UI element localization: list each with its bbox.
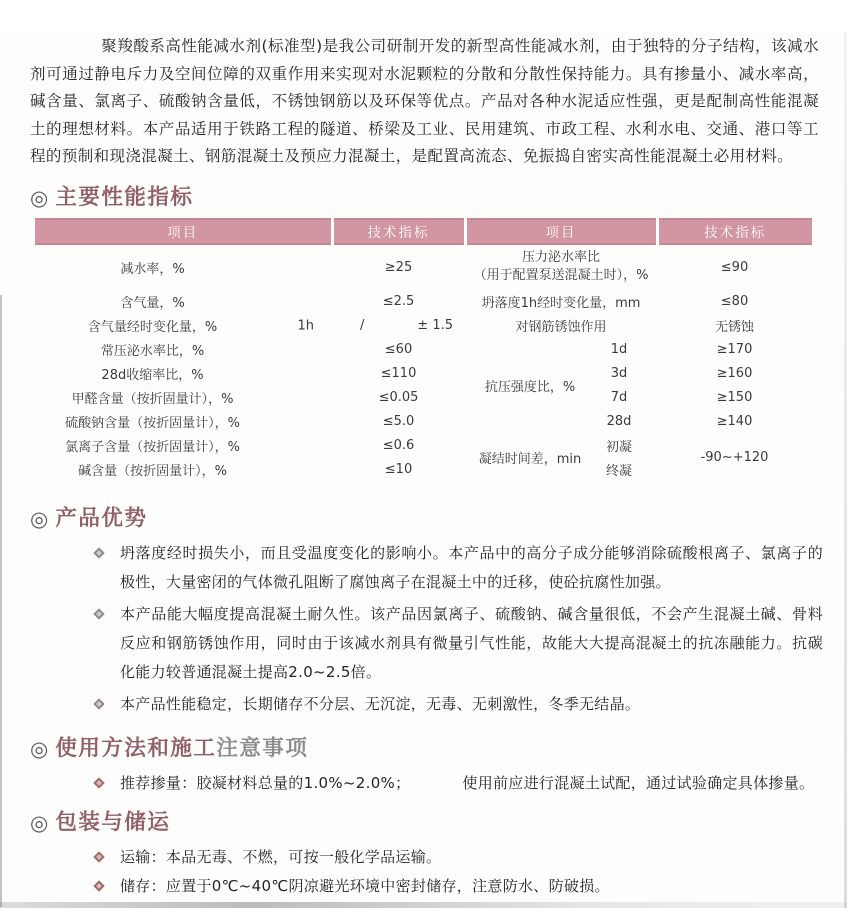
table-header-row [35,219,812,244]
scan-edge-artifact [0,902,847,908]
section-heading-advantages [30,506,847,532]
cell-item: 坍落度1h经时变化量，mm [481,296,641,311]
cell-item: 硫酸钠含量（按折固量计），% [65,416,240,431]
list-item-text: 运输：本品无毒、不燃，可按一般化学品运输。 [120,847,442,866]
diamond-bullet-icon [93,851,104,862]
dosage-text: 推荐掺量：胶凝材料总量的1.0%~2.0%； [120,773,411,792]
cell-age: 7d [610,390,628,405]
diamond-bullet-icon [93,777,104,788]
list-item-text: 本产品能大幅度提高混凝土耐久性。该产品因氯离子、硫酸钠、碱含量很低，不会产生混凝土碱、骨料反应和钢筋锈蚀作用，同时由于该减水剂具有微量引气性能，故能大大提高混凝土的抗冻融能力。抗碳化能力较普通混凝土提高2.0~2.5倍。 [120,604,823,681]
section-title-usage [55,736,308,762]
diamond-bullet-icon [93,698,104,709]
cell-value [332,314,465,338]
cell-value: ≤90 [720,259,749,275]
list-item-text: 本产品性能稳定，长期储存不分层、无沉淀，无毒、无刺激性，冬季无结晶。 [120,694,641,713]
list-item [0,872,847,900]
column-header-spec-right: 技术指标 [657,219,812,244]
cell-item [465,244,657,290]
cell-text: 含气量经时变化量，% [87,320,218,335]
cell-value: ≤5.0 [382,414,415,429]
table-row [35,434,812,458]
cell-item: 减水率，% [120,261,185,277]
cell-item: 对钢筋锈蚀作用 [515,320,607,335]
table-row [35,362,812,386]
cell-value: ≤0.05 [378,390,419,405]
cell-item: 甲醛含量（按折固量计），% [71,392,234,407]
list-item [0,600,847,687]
list-item-text: 坍落度经时损失小，而且受温度变化的影响小。本产品中的高分子成分能够消除硫酸根离子、氯离子的极性，大量密闭的气体微孔阻断了腐蚀离子在混凝土中的迁移，使砼抗腐性加强。 [120,543,823,591]
cell-item: 含气量，% [120,296,185,311]
cell-value: ≤60 [384,342,413,357]
trial-note-text: 使用前应进行混凝土试配，通过试验确定具体掺量。 [462,773,815,792]
cell-line: 压力泌水率比 [521,250,600,265]
cell-value: ≥25 [384,259,413,275]
cell-age: 终凝 [605,464,632,479]
diamond-bullet-icon [93,608,104,619]
packaging-list [0,843,847,900]
cell-line: （用于配置泵送混凝土时），% [473,268,649,283]
double-circle-icon: ◎ [30,736,49,761]
cell-value: ≤80 [720,294,749,309]
cell-item: 碱含量（按折固量计），% [78,464,227,479]
list-item-text: 储存：应置于0℃~40℃阴凉避光环境中密封储存，注意防水、防破损。 [120,876,610,895]
cell-item [35,314,332,338]
cell-group-label: 抗压强度比，% [484,380,576,395]
list-item-text [120,769,823,798]
cell-value: ≥160 [716,366,753,381]
usage-list [0,769,847,798]
cell-slash: / [360,318,365,333]
document-page [0,33,847,908]
cell-age: 初凝 [605,440,632,455]
column-header-item-right: 项目 [465,219,657,244]
cell-age: 3d [610,366,628,381]
double-circle-icon: ◎ [30,506,49,531]
cell-item: 28d收缩率比，% [101,368,204,383]
section-title-packaging: 包装与储运 [55,809,171,835]
cell-sub-text: 1h [297,318,314,333]
cell-age: 28d [606,414,632,429]
cell-value: ≥170 [716,342,753,357]
column-header-spec-left: 技术指标 [332,219,465,244]
section-heading-usage [30,736,847,762]
cell-value: ≤110 [380,366,417,381]
diamond-bullet-icon [93,880,104,891]
cell-group-label: 凝结时间差，min [478,452,582,467]
list-item [0,690,847,719]
list-item [0,843,847,871]
table-row [35,386,812,410]
cell-value: ≤0.6 [382,438,415,453]
section-title-usage-main: 使用方法和施工 [55,735,217,761]
advantages-list [0,539,847,719]
table-row [35,410,812,434]
scan-edge-artifact [0,295,2,907]
spacer [410,769,462,798]
performance-table [35,218,812,482]
cell-value: 无锈蚀 [714,320,754,335]
section-heading-packaging [30,810,847,836]
section-title-performance: 主要性能指标 [55,184,194,210]
cell-value: ≤2.5 [382,294,415,309]
section-title-usage-tail: 注意事项 [216,735,309,761]
list-item [0,539,847,597]
column-header-item-left: 项目 [35,219,332,244]
double-circle-icon: ◎ [30,810,49,835]
table-row [35,338,812,362]
cell-value-text: ± 1.5 [417,318,453,333]
cell-value: ≥150 [716,390,753,405]
cell-item: 氯离子含量（按折固量计），% [65,440,240,455]
diamond-bullet-icon [93,547,104,558]
intro-paragraph: 聚羧酸系高性能减水剂(标准型)是我公司研制开发的新型高性能减水剂，由于独特的分子结构，该减水剂可通过静电斥力及空间位障的双重作用来实现对水泥颗粒的分散和分散性保持能力。具有掺量小、减水率高，碱含量、氯离子、硫酸钠含量低，不锈蚀钢筋以及环保等优点。产品对各种水泥适应性强，更是配制高性能混凝土的理想材料。本产品适用于铁路工程的隧道、桥梁及工业、民用建筑、市政工程、水利水电、交通、港口等工程的预制和现浇混凝土、钢筋混凝土及预应力混凝土，是配置高流态、免振捣自密实高性能混凝土必用材料。 [30,37,819,165]
section-heading-performance [30,185,847,211]
section-title-advantages: 产品优势 [55,505,148,531]
cell-value: ≤10 [384,462,413,477]
cell-value: ≥140 [716,414,753,429]
table-row [35,244,812,290]
list-item [0,769,847,798]
cell-item: 常压泌水率比，% [100,344,205,359]
table-row [35,314,812,338]
table-row [35,290,812,314]
cell-age: 1d [610,342,628,357]
cell-value: -90~+120 [700,450,769,465]
double-circle-icon: ◎ [30,185,49,210]
